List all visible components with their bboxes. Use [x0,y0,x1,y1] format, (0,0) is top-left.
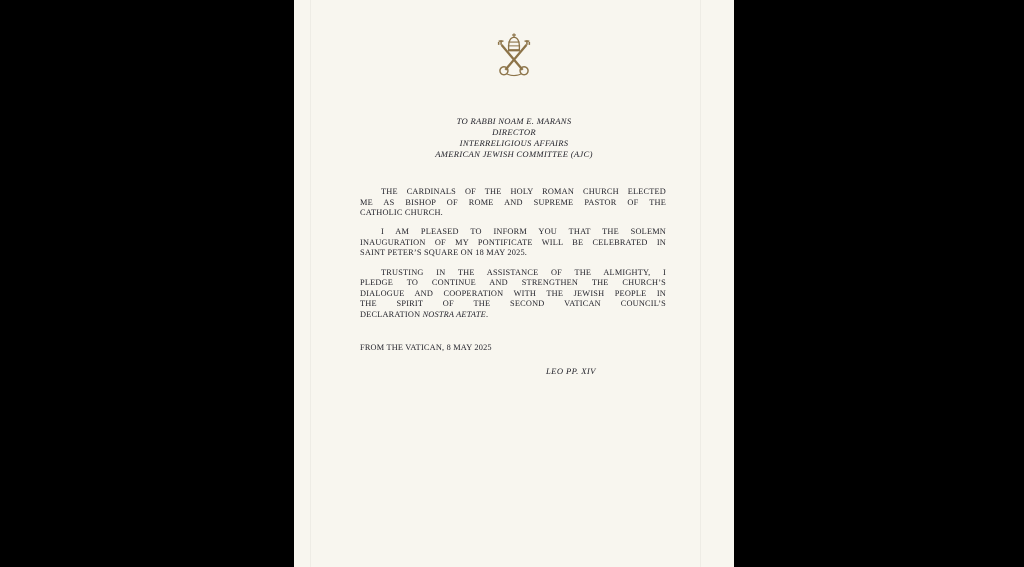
body-paragraph [360,268,666,321]
recipient-line: TO RABBI NOAM E. MARANS [456,116,572,126]
recipient-line: INTERRELIGIOUS AFFAIRS [459,138,569,148]
paragraph-line: THE CARDINALS OF THE HOLY ROMAN CHURCH ELECTED [381,187,666,196]
paragraph-line: THE SPIRIT OF THE SECOND VATICAN COUNCIL’S [360,299,666,309]
paragraph-text: DECLARATION [360,309,423,319]
paragraph-line: DIALOGUE AND COOPERATION WITH THE JEWISH PEOPLE IN [360,288,666,298]
recipient-line: AMERICAN JEWISH COMMITTEE (AJC) [435,149,593,159]
paragraph-line [360,310,666,321]
body-paragraph [360,227,666,259]
paragraph-line: I AM PLEASED TO INFORM YOU THAT THE SOLEMN [381,227,666,237]
dateline: FROM THE VATICAN, 8 MAY 2025 [360,342,492,352]
letter-paper [294,0,734,567]
vatican-crest-icon [491,31,537,78]
paragraph-line: INAUGURATION OF MY PONTIFICATE WILL BE CELEBRATED IN [360,237,666,247]
paragraph-line: PLEDGE TO CONTINUE AND STRENGTHEN THE CHURCH’S [360,278,666,288]
body-paragraph [360,187,666,219]
paragraph-line: TRUSTING IN THE ASSISTANCE OF THE ALMIGHTY, I [381,267,666,277]
paragraph-line: ME AS BISHOP OF ROME AND SUPREME PASTOR OF THE [360,197,666,207]
paper-fold-line [310,0,311,567]
paragraph-text: . [485,309,489,319]
recipient-line: DIRECTOR [492,127,536,137]
recipient-block [294,116,734,160]
paragraph-line: SAINT PETER’S SQUARE ON 18 MAY 2025. [360,248,528,258]
paper-fold-line [700,0,701,567]
letter-body [360,187,666,321]
signature: LEO PP. XIV [546,365,596,376]
document-title-reference: NOSTRA AETATE [422,309,486,319]
paragraph-line: CATHOLIC CHURCH. [360,208,443,218]
